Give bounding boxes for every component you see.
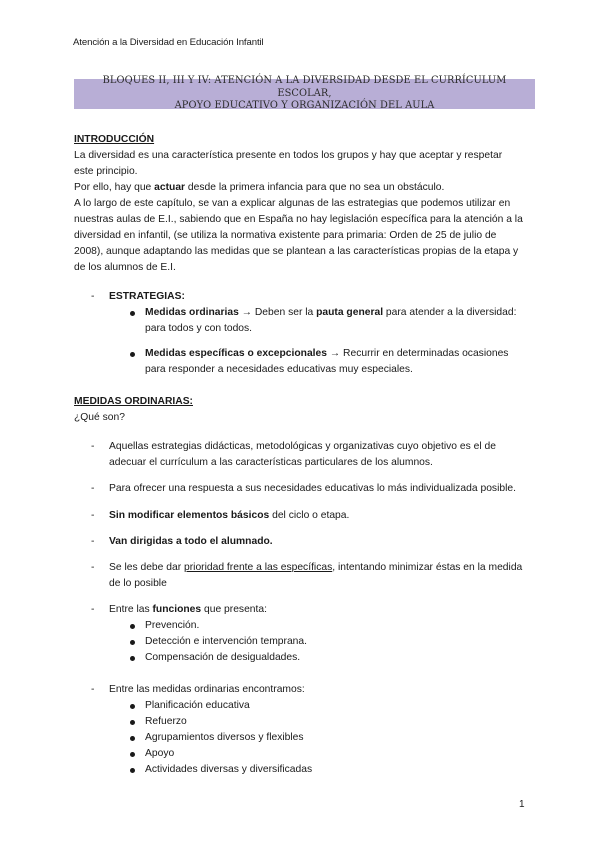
text-run: Por ello, hay que	[74, 182, 155, 193]
list-dash: -	[91, 510, 95, 521]
text-run: → Recurrir en determinadas ocasiones	[327, 348, 509, 359]
intro-paragraph-line: diversidad en infantil, (se utiliza la normativa existente para primaria: Orden de 25 de julio de	[74, 230, 497, 241]
bullet-dot	[130, 768, 135, 773]
list-item	[109, 508, 349, 524]
list-dash: -	[91, 684, 95, 695]
bullet-dot	[130, 311, 135, 316]
text-run-bold: pauta general	[316, 307, 384, 318]
list-dash: -	[91, 536, 95, 547]
intro-paragraph-line: 2008), aunque adaptando las medidas que se plantean a las características propias de la etapa y	[74, 246, 519, 257]
list-item: Para ofrecer una respuesta a sus necesidades educativas lo más individualizada posible.	[109, 483, 516, 494]
list-item	[109, 602, 267, 618]
measure-item: Actividades diversas y diversificadas	[145, 764, 313, 775]
bullet-dot	[130, 624, 135, 629]
list-dash: -	[91, 291, 95, 302]
page-number: 1	[519, 799, 525, 810]
list-item	[109, 560, 522, 576]
text-run: → Deben ser la	[238, 307, 317, 318]
title-line-1: BLOQUES II, III Y IV: ATENCIÓN A LA DIVERSIDAD DESDE EL CURRÍCULUM ESCOLAR,	[102, 75, 507, 99]
text-run: Entre las	[109, 604, 153, 615]
list-item: Van dirigidas a todo el alumnado.	[109, 536, 273, 547]
text-run-bold: funciones	[152, 604, 202, 615]
bullet-dot	[130, 752, 135, 757]
text-run-bold: Medidas ordinarias	[145, 307, 239, 318]
running-header: Atención a la Diversidad en Educación Infantil	[73, 37, 264, 48]
text-run: del ciclo o etapa.	[269, 510, 350, 521]
ordinary-heading: MEDIDAS ORDINARIAS:	[74, 396, 193, 407]
strategy-specific	[145, 346, 508, 362]
list-item-line: de lo posible	[109, 578, 167, 589]
list-dash: -	[91, 441, 95, 452]
function-item: Detección e intervención temprana.	[145, 636, 307, 647]
bullet-dot	[130, 656, 135, 661]
strategy-ordinary	[145, 305, 516, 321]
list-item-line: adecuar el currículum a las características particulares de los alumnos.	[109, 457, 433, 468]
text-run-bold: Medidas específicas o excepcionales	[145, 348, 328, 359]
text-run: que presenta:	[201, 604, 267, 615]
function-item: Prevención.	[145, 620, 200, 631]
measure-item: Refuerzo	[145, 716, 187, 727]
list-dash: -	[91, 604, 95, 615]
strategy-ordinary-line: para todos y con todos.	[145, 323, 253, 334]
bullet-dot	[130, 736, 135, 741]
title-banner	[74, 75, 535, 112]
text-run-bold: actuar	[154, 182, 186, 193]
strategies-label: ESTRATEGIAS:	[109, 291, 185, 302]
measure-item: Planificación educativa	[145, 700, 250, 711]
list-dash: -	[91, 483, 95, 494]
measure-item: Apoyo	[145, 748, 175, 759]
bullet-dot	[130, 352, 135, 357]
list-item: Aquellas estrategias didácticas, metodológicas y organizativas cuyo objetivo es el de	[109, 441, 496, 452]
text-run-bold: Sin modificar elementos básicos	[109, 510, 270, 521]
measure-item: Agrupamientos diversos y flexibles	[145, 732, 304, 743]
strategy-specific-line: para responder a necesidades educativas muy especiales.	[145, 364, 413, 375]
intro-paragraph-line: de los alumnos de E.I.	[74, 262, 176, 273]
function-item: Compensación de desigualdades.	[145, 652, 301, 663]
intro-paragraph-line: A lo largo de este capítulo, se van a explicar algunas de las estrategias que podemos utilizar en	[74, 198, 511, 209]
intro-paragraph-line: La diversidad es una característica presente en todos los grupos y hay que aceptar y respetar	[74, 150, 503, 161]
list-dash: -	[91, 562, 95, 573]
bullet-dot	[130, 720, 135, 725]
intro-paragraph-line: este principio.	[74, 166, 138, 177]
text-run: desde la primera infancia para que no sea un obstáculo.	[185, 182, 445, 193]
text-run: Se les debe dar	[109, 562, 184, 573]
intro-paragraph-line	[74, 180, 444, 196]
ordinary-question: ¿Qué son?	[74, 412, 125, 423]
intro-paragraph-line: nuestras aulas de E.I., sabiendo que en España no hay legislación específica para la atención a la	[74, 214, 523, 225]
bullet-dot	[130, 704, 135, 709]
list-item: Entre las medidas ordinarias encontramos:	[109, 684, 305, 695]
text-run: para atender a la diversidad:	[383, 307, 517, 318]
bullet-dot	[130, 640, 135, 645]
text-run-underlined: prioridad frente a las específicas	[184, 562, 333, 573]
intro-heading: INTRODUCCIÓN	[74, 134, 155, 145]
text-run: , intentando minimizar éstas en la medida	[332, 562, 523, 573]
title-line-2: APOYO EDUCATIVO Y ORGANIZACIÓN DEL AULA	[174, 100, 435, 112]
